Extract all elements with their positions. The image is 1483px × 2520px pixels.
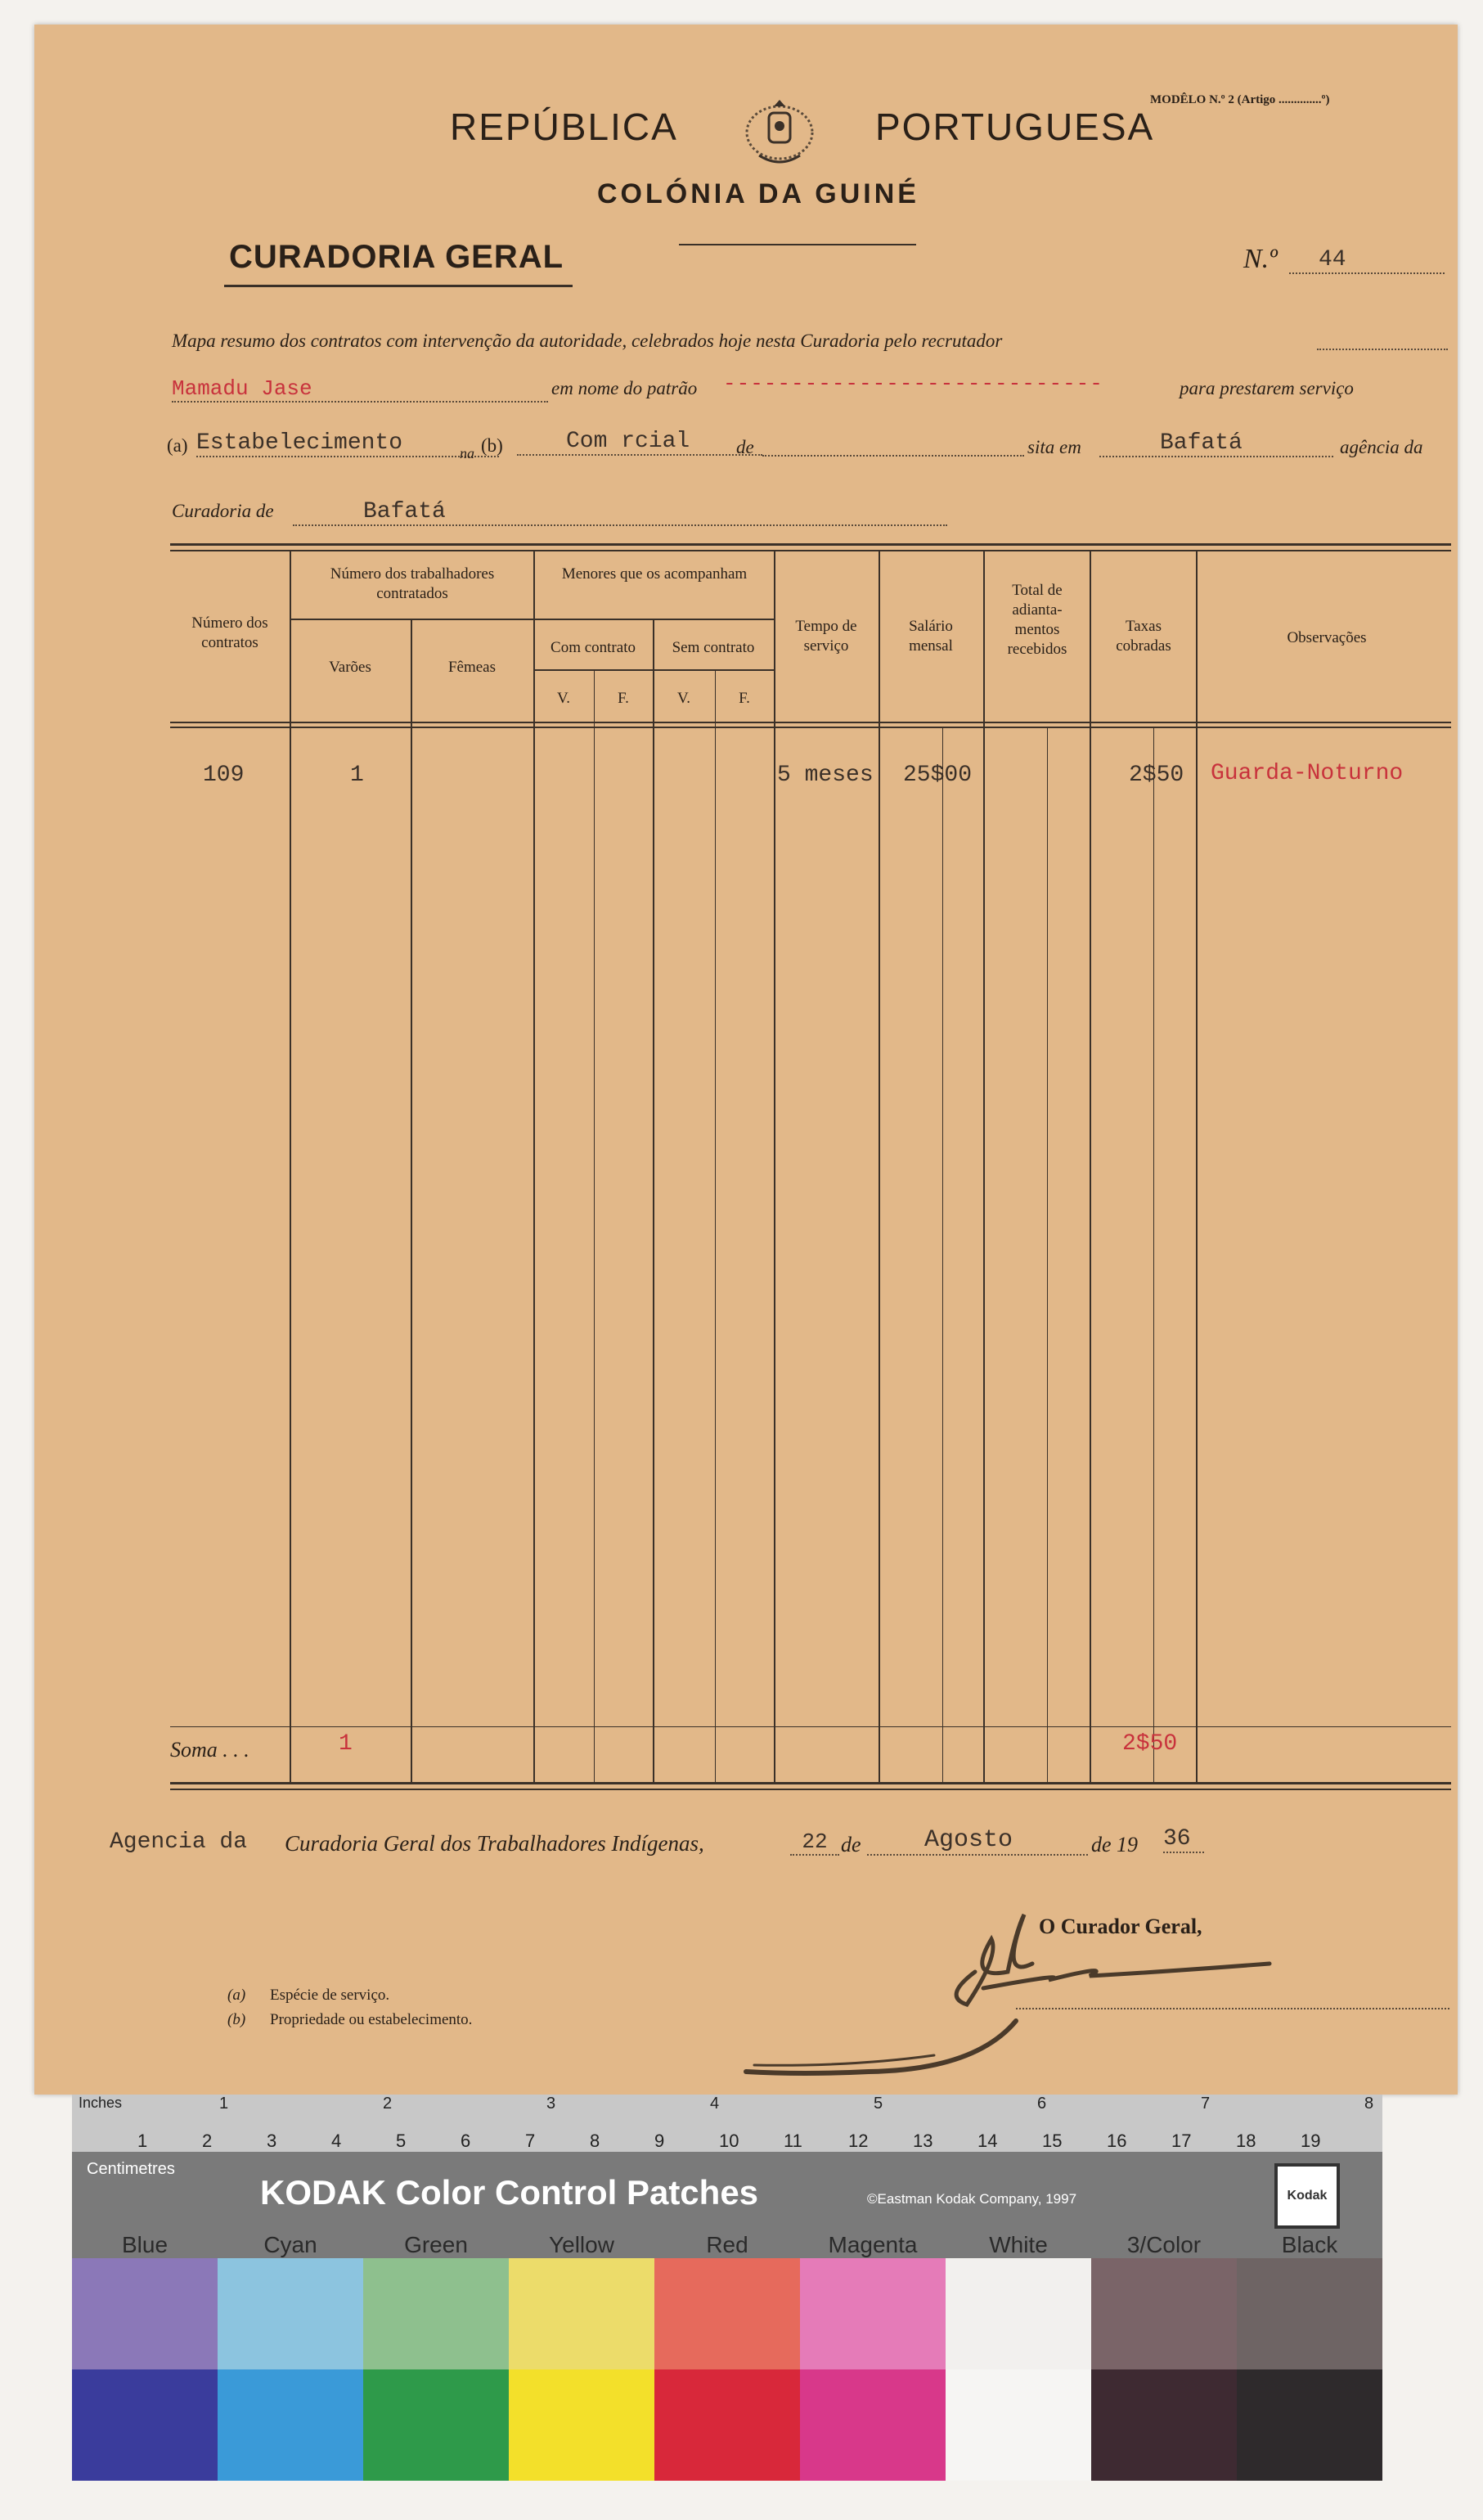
curadoria-value: Bafatá [293,499,947,526]
header-tempo: Tempo de serviço [795,618,857,655]
cm-tick-label: 7 [525,2131,536,2151]
numero-label: N.º [1243,244,1278,274]
header-observacoes: Observações [1287,629,1367,646]
header-numero: Número dos contratos [191,614,268,651]
table-top-rule-2 [170,550,1451,551]
soma-rule [170,1726,1451,1727]
cm-tick-label: 11 [784,2131,802,2151]
inch-tick-label: 3 [546,2095,556,2113]
cm-tick-label: 18 [1236,2131,1256,2151]
table-header-rule [170,722,1451,723]
row-varoes: 1 [350,763,364,788]
recrutador-value: Mamadu Jase [172,376,548,403]
date-year: 36 [1163,1826,1204,1853]
color-patch-bottom [363,2369,509,2481]
patch-label: Black [1281,2232,1338,2257]
republica-right: PORTUGUESA [875,106,1155,148]
table-bottom-rule-2 [170,1789,1451,1790]
kodak-logo: Kodak [1274,2163,1340,2229]
col-rule [594,671,595,1782]
color-patch-top [72,2258,218,2369]
col-rule [290,551,291,1782]
header-taxas: Taxas cobradas [1116,618,1171,655]
na-label: na [460,445,474,461]
color-patch-bottom [509,2369,654,2481]
cm-tick-label: 5 [396,2131,407,2151]
col-rule [1090,551,1091,1782]
de-label: de [736,437,754,457]
table-top-rule [170,543,1451,546]
color-patch-top [946,2258,1091,2369]
row-observacoes: Guarda-Noturno [1211,761,1404,786]
color-patch-top [654,2258,800,2369]
color-patch-top [509,2258,654,2369]
date-month: Agosto [867,1826,1088,1856]
inch-tick-label: 4 [710,2095,720,2113]
colonia-title: COLÓNIA DA GUINÉ [597,178,919,209]
color-patch-bottom [1091,2369,1237,2481]
patch-label: Blue [121,2232,169,2257]
inches-label: Inches [79,2095,123,2111]
cm-tick-label: 15 [1042,2131,1063,2151]
curadoria-de-label: Curadoria de [172,501,274,521]
agencia-da-label: agência da [1340,437,1423,457]
header-total: Total de adianta- mentos recebidos [1007,582,1067,658]
kodak-title: KODAK Color Control Patches [260,2173,759,2212]
note-a: Espécie de serviço. [270,1987,390,2004]
signature-dots [1016,2008,1449,2009]
header-v: V. [676,690,691,707]
table-bottom-rule [170,1782,1451,1784]
cm-tick-label: 17 [1171,2131,1192,2151]
col-rule [411,620,412,1782]
cm-tick-label: 10 [719,2131,739,2151]
inch-tick-label: 8 [1364,2095,1374,2113]
header-sem-contrato: Sem contrato [672,639,755,656]
curador-label: O Curador Geral, [1039,1915,1202,1938]
color-patch-bottom [946,2369,1091,2481]
coat-of-arms-icon [743,98,816,169]
de-dots [762,455,1024,457]
em-nome-label: em nome do patrão [551,378,698,398]
header-femeas: Fêmeas [447,659,497,676]
patch-label: Red [706,2232,748,2257]
intro-line1: Mapa resumo dos contratos com intervenção da autoridade, celebrados hoje nesta Curadoria pelo recrutador [172,331,1003,351]
header-divider [679,244,916,245]
row-salario: 25$00 [903,763,973,788]
patch-label: Green [404,2232,468,2257]
cm-tick-label: 3 [267,2131,277,2151]
document-sheet [34,25,1458,2095]
date-de1: de [841,1833,861,1856]
row-taxas: 2$50 [1129,763,1184,788]
header-v: V. [556,690,571,707]
patch-label: Cyan [263,2232,317,2257]
modelo-label: MODÊLO N.º 2 (Artigo ..............º) [1150,93,1330,106]
col-rule [1047,728,1048,1782]
curadoria-underline [224,285,573,287]
date-de2: de 19 [1091,1833,1139,1856]
cm-tick-label: 4 [331,2131,342,2151]
soma-varoes: 1 [339,1731,353,1757]
header-varoes: Varões [329,659,371,676]
inch-tick-label: 5 [874,2095,883,2113]
col-rule [942,728,943,1782]
color-patch-bottom [654,2369,800,2481]
republica-left: REPÚBLICA [450,106,678,148]
cm-tick-label: 14 [977,2131,998,2151]
prestarem-label: para prestarem serviço [1180,378,1354,398]
soma-taxas: 2$50 [1122,1731,1178,1757]
row-numero: 109 [203,763,245,788]
color-patch-bottom [72,2369,218,2481]
patch-label: Magenta [828,2232,918,2257]
agencia-italic: Curadoria Geral dos Trabalhadores Indígenas, [285,1831,704,1856]
col-rule [1153,728,1154,1782]
curadoria-title: CURADORIA GERAL [229,239,564,275]
color-patch-top [800,2258,946,2369]
col-rule [533,551,535,1782]
patch-label: 3/Color [1126,2232,1202,2257]
color-patch-bottom [800,2369,946,2481]
header-com-contrato: Com contrato [551,639,636,656]
cm-tick-label: 6 [461,2131,471,2151]
inch-tick-label: 7 [1201,2095,1211,2113]
col-rule [879,551,880,1782]
header-f: F. [739,690,750,707]
note-b-label: (b) [227,2011,246,2028]
b-value: Com rcial [517,429,762,456]
col-rule [774,551,775,1782]
row-tempo: 5 meses [777,763,874,788]
cm-tick-label: 1 [137,2131,148,2151]
header-trabalhadores: Número dos trabalhadores contratados [330,565,495,602]
numero-value: 44 [1289,247,1445,274]
cm-tick-label: 9 [654,2131,665,2151]
inch-tick-label: 1 [219,2095,229,2113]
agencia-typed: Agencia da [110,1829,248,1855]
a-label: (a) [167,435,188,456]
inch-tick-label: 2 [383,2095,393,2113]
color-patch-top [1237,2258,1382,2369]
recrutador-dots [1317,349,1448,350]
note-a-label: (a) [227,1987,246,2004]
patrao-value: ---------------------------- [723,371,1103,396]
color-patch-top [1091,2258,1237,2369]
color-patch-top [218,2258,363,2369]
a-value: Estabelecimento [196,430,499,457]
cm-tick-label: 12 [848,2131,869,2151]
header-menores: Menores que os acompanham [561,565,748,583]
soma-label: Soma . . . [170,1738,249,1762]
kodak-copyright: ©Eastman Kodak Company, 1997 [867,2191,1077,2207]
col-rule [983,551,985,1782]
inch-tick-label: 6 [1037,2095,1047,2113]
cm-tick-label: 16 [1107,2131,1127,2151]
cm-tick-label: 19 [1301,2131,1321,2151]
table-header-rule-2 [170,727,1451,728]
header-salario: Salário mensal [909,618,953,655]
col-rule [653,620,654,1782]
color-patch-top [363,2258,509,2369]
sita-value: Bafatá [1099,430,1333,457]
sita-em-label: sita em [1027,437,1081,457]
kodak-color-target [72,2095,1382,2258]
patch-label: Yellow [549,2232,614,2257]
date-day: 22 [790,1829,839,1856]
col-rule [1196,551,1198,1782]
centimetres-label: Centimetres [87,2160,175,2178]
cm-tick-label: 13 [913,2131,933,2151]
color-patch-bottom [218,2369,363,2481]
color-patch-bottom [1237,2369,1382,2481]
b-label: (b) [481,435,503,456]
signature [705,1882,1359,2095]
cm-tick-label: 2 [202,2131,213,2151]
header-f: F. [618,690,629,707]
col-rule [715,671,716,1782]
note-b: Propriedade ou estabelecimento. [270,2011,473,2028]
cm-tick-label: 8 [590,2131,600,2151]
patch-label: White [989,2232,1048,2257]
